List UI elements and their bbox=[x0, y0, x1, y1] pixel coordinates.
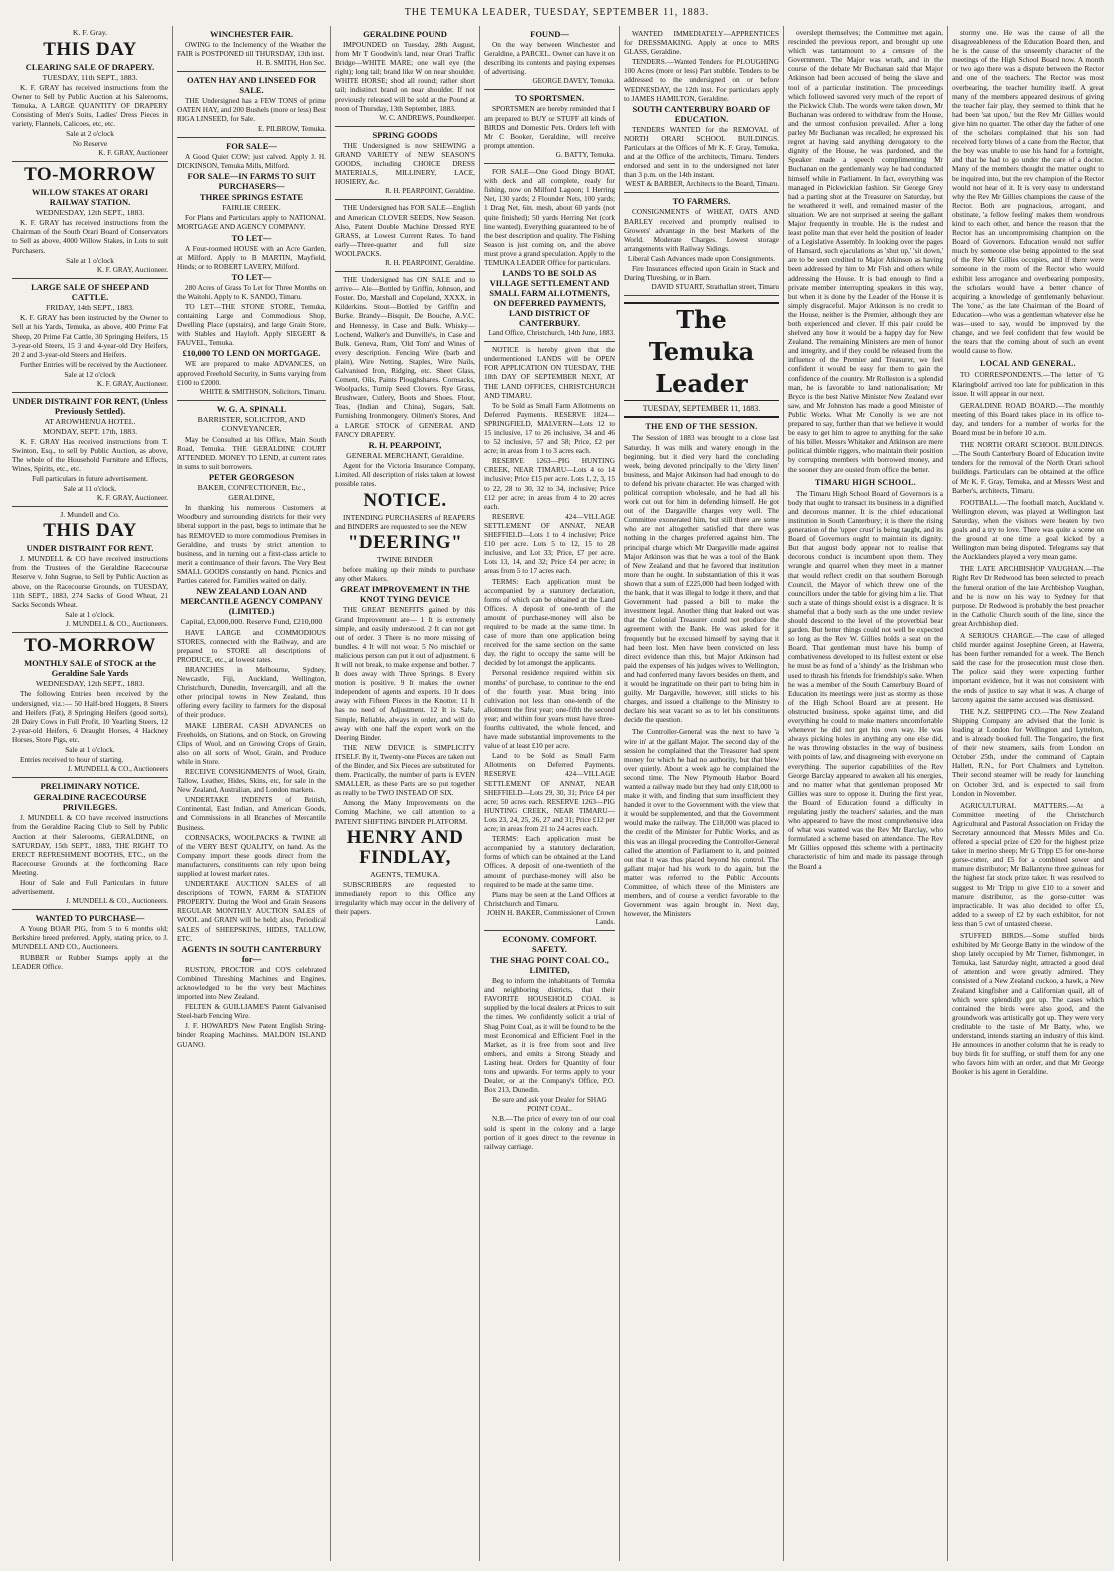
ad-heading: SPRING GOODS bbox=[372, 129, 438, 140]
ad-heading: THREE SPRINGS ESTATE bbox=[199, 191, 304, 202]
ad-heading: PETER GEORGESON bbox=[208, 472, 295, 483]
ad-text: Beg to inform the inhabitants of Temuka and neighboring districts, that their FAVORITE HOUSEHOLD COAL is supplied by the local dealers at Prices to suit the times. We confidently solicit a trial of Shag Point Coal, as it will be found to be the most Economical and Efficient Fuel in the Market, as it is free from soot and live embers, and emits a Strong Steady and Lasting heat. Orders for Quantity of four tons and upwards. For terms apply to your Dealer, or at the Company's Office, P.O. Box 213, Dunedin. bbox=[484, 976, 615, 1095]
ad-heading: R. H. PEARPOINT, bbox=[368, 439, 442, 450]
article-paragraph: The Timaru High School Board of Governors is a body that ought to transact its business in a dignified and decorous manner. It is the chief educational institution in South Canterbury; it is there the rising generation of the 'upper crust' is being taught, and its Board of Governors ought to maintain its dignity. But that august body appear not to realise that decorous conduct is incumbent upon them. They wrangle and quarrel when they meet in a manner that would reflect credit on that southern Borough Council, the Mayor of which threw one of the councillors under the table for giving him a lie. That such a state of things should exist is a disgrace. It is shameful that a body such as the one under review should descend to the level of the proverbial bear garden. But better things could not well be expected so long as the Rev W. Gillies holds a seat on the Board. That gentleman must have his bump of combativeness developed to its fullest extent or else he must be as fond of a 'shindy' as the Irishman who used to thrash his friends for friendship's sake. When he was a member of the South Canterbury Board of Education its meetings were just as stormy as those of the High School Board are at present. He obstructed business, spoke against time, and did everything he could to make matters uncomfortable whenever he did not get his own way. He was always picking holes in anything any one else did, he was throwing obstacles in the way of business with points of law, and disagreeing with everyone on everything. The superior capabilities of the Rev George Barclay appeared to awaken all his energies, and no matter what that gentleman proposed Mr Gillies was sure to oppose it. During the first year, the Board of Education found a difficulty in regulating justly the teachers' salaries, and the man who appeared to have the most comprehensive idea of what was wanted was the Rev Mr Barclay, who formulated a scheme based on attendance. The Rev Mr Gillies opposed this scheme with a pertinacity characteristic of him and made its passage through the Board a bbox=[788, 488, 943, 871]
column-2 bbox=[172, 26, 330, 1561]
ad-subheading: AGENTS, TEMUKA. bbox=[370, 869, 440, 879]
ad-signature: DAVID STUART, Strathallan street, Timaru bbox=[651, 283, 779, 292]
ad-headline: "DEERING" bbox=[347, 531, 463, 553]
ad-text: TENDERS WANTED for the REMOVAL of NORTH ORARI SCHOOL BUILDINGS. Particulars at the Offices of Mr K. F. Gray, Temuka, and at the Office of the architects, Timaru. Tenders endorsed and sent in to the undersigned not later than 3 p.m. on the 14th instant. bbox=[624, 124, 779, 180]
ad-signature: K. F. GRAY, Auctioneer. bbox=[96, 265, 168, 274]
ad-text: Fire Insurances effected upon Grain in Stack and During Threshing, or in Barn. bbox=[624, 263, 779, 283]
ad-text: K. F. GRAY Has received instructions from T. Swinton, Esq., to sell by Public Auction, as above, The whole of the Household Furniture and Effects, Wines, Spirits, etc., etc. bbox=[12, 437, 168, 474]
ad-signature: J. MUNDELL & CO., Auctioneers. bbox=[66, 897, 168, 906]
ad-advertiser: J. Mundell and Co. bbox=[60, 509, 120, 519]
ad-heading: W. G. A. SPINALL bbox=[216, 403, 287, 414]
ad-divider bbox=[12, 909, 168, 910]
ad-advertiser: K. F. Gray. bbox=[72, 28, 108, 37]
ad-heading: TO LET— bbox=[231, 271, 272, 282]
ad-text: UNDERTAKE AUCTION SALES of all descriptions of TOWN, FARM & STATION PROPERTY. During the Wool and Grain Seasons REGULAR MONTHLY AUCTION SALES of WOOL and GRAIN will be held; also, Periodical SALES of SHEEPSKINS, HIDES, TALLOW, ETC. bbox=[177, 879, 326, 943]
ad-text: On the way between Winchester and Geraldine, a PARCEL. Owner can have it on describing its contents and paying expenses of advertising. bbox=[484, 40, 615, 77]
ad-heading: £10,000 TO LEND ON MORTGAGE. bbox=[182, 348, 321, 359]
ad-heading: TO SPORTSMEN. bbox=[515, 93, 584, 104]
ad-divider bbox=[624, 295, 779, 296]
ad-text: RESERVE 424—VILLAGE SETTLEMENT OF ANNAT, NEAR SHEFFIELD—Lots 1 to 4 inclusive; Price £10 per acre. Lots 5 to 12, 15 to 28 inclusive, and Lot 33; Price, £7 per acre. Lots 13, 14, and 32; Price £4 per acre; in areas from 5 to 17 acres each. bbox=[484, 511, 615, 576]
ad-heading: UNDER DISTRAINT FOR RENT. bbox=[26, 543, 154, 554]
ad-divider bbox=[12, 392, 168, 393]
ad-heading: GREAT IMPROVEMENT IN THE KNOT TYING DEVICE bbox=[340, 584, 470, 605]
ad-text: WANTED IMMEDIATELY—APPRENTICES for DRESSMAKING. Apply at once to MRS GLASS, Geraldine. bbox=[624, 29, 779, 57]
ad-text: NOTICE is hereby given that the undermentioned LANDS will be OPEN FOR APPLICATION ON TUESDAY, THE 18th DAY OF SEPTEMBER NEXT, AT THE LAND OFFICES, CHRISTCHURCH AND TIMARU. bbox=[484, 345, 615, 400]
ad-text: WE are prepared to make ADVANCES, on approved Freehold Security, in Sums varying from £100 to £2000. bbox=[177, 359, 326, 387]
ad-subheading: BAKER, CONFECTIONER, Etc., GERALDINE, bbox=[197, 483, 306, 502]
ad-heading: UNDER DISTRAINT FOR RENT, (Unless Previously Settled). bbox=[12, 396, 168, 417]
column-3 bbox=[330, 26, 479, 1561]
ad-subheading: TWINE BINDER bbox=[376, 554, 434, 564]
ad-text: In thanking his numerous Customers at Woodbury and surrounding districts for their very liberal support in the past, begs to intimate that he has REMOVED to more commodious Premises in Geraldine, and trusts by strict attention to business, and in turning out a first-class article to merit a continuance of their favors. The Very Best SMALL GOODS constantly on hand. Picnics and Parties catered for. Families waited on daily. bbox=[177, 503, 326, 585]
ad-subheading: WEDNESDAY, 12th SEPT., 1883. bbox=[35, 678, 145, 688]
ad-heading: MONTHLY SALE of STOCK at the Geraldine Sale Yards bbox=[24, 657, 156, 678]
ad-signature: JOHN H. BAKER, Commissioner of Crown Lands. bbox=[487, 908, 615, 926]
column-1 bbox=[8, 26, 172, 1561]
ad-headline: TO-MORROW bbox=[24, 634, 156, 656]
ad-text: A Young BOAR PIG, from 5 to 6 months old; Berkshire breed preferred. Apply, stating price, to J. MUNDELL AND CO., Auctioneers. bbox=[12, 924, 168, 952]
ad-signature: Land Office, Christchurch, 14th June, 1883. bbox=[488, 329, 615, 338]
ad-signature: WEST & BARBER, Architects to the Board, Timaru. bbox=[625, 180, 779, 189]
article-paragraph: STUFFED BIRDS.—Some stuffed birds exhibited by Mr George Batty in the window of the shop lately occupied by Mr Turner, fishmonger, in Temuka, last Saturday night, attracted a good deal of attention and were greatly admired. They consisted of a New Zealand cuckoo, a hawk, a New Zealand kingfisher and a Californian quail, all of which were splendidly got up. The cases which contained the birds were also good, and the groundwork was artistically got up. They were very creditable to the taste of Mr Batty, who, we understand, intends starting an industry of this kind. He announces in another column that he is ready to buy birds fit for stuffing, or stuff them for any one who favors him with an order, and that Mr George Booker is his agent in Geraldine. bbox=[952, 931, 1104, 1077]
ad-line: Sale at 1 o'clock bbox=[66, 255, 114, 265]
article-paragraph: AGRICULTURAL MATTERS.—At a Committee meeting of the Christchurch Agricultural and Pastoral Association on Friday the Secretary announced that Messrs Miles and Co. offered a special prize of £20 for the highest prize taker in merino sheep; Mr G Tripp £5 for one-horse gorse-cutter, and £5 for a combined sower and manure distributor; Mr Ballantyne three guineas for the highest fat stock prize taker. It was resolved to suggest to Mr Tripp to give £10 to a sower and manure distributor, as the gorse-cutter was impracticable. It was also decided to offer £5, added to a sweep of £2 by each exhibitor, for not less than 5 cwt of untasted cheese. bbox=[952, 800, 1104, 928]
ad-heading: GERALDINE POUND bbox=[363, 29, 447, 39]
ad-text: A Four-roomed HOUSE with an Acre Garden, at Milford. Apply to B MARTIN, Mayfield, Hinds; or to ROBERT LAVERY, Milford. bbox=[177, 243, 326, 271]
ad-line: Sale at 1 o'clock. bbox=[65, 609, 115, 619]
ad-text: SUBSCRIBERS are requested to immediately report to this Office any irregularity which may occur in the delivery of their papers. bbox=[335, 880, 475, 917]
ad-text: BRANCHES in Melbourne, Sydney, Newcastle, Fiji, Auckland, Wellington, Christchurch, Dunedin, Invercargill, and all the other principal towns in New Zealand, thus offering every facility to farmers for the disposal of their produce. bbox=[177, 664, 326, 720]
column-5 bbox=[619, 26, 783, 1561]
ad-signature: R. H. PEARPOINT, Geraldine. bbox=[385, 187, 475, 196]
article-paragraph: The Session of 1883 was brought to a close last Saturday. It was milk and watery enough in the beginning, but it died very hard the concluding week, being devoted principally to the 'dirty linen' business, and Major Atkinson had had enough to do to defend his private character. He was charged with political corruption wholesale, and he had all his work cut out for him in defending himself. He got out of the Dargaville charges very well. The Committee exonerated him, but still there are some who are not altogether satisfied that there was nothing in the charges preferred against him. The principal charge which Mr Dargaville made against Major Atkinson was that he was a tool of the Bank of New Zealand and that he favored that institution more than he ought. In substantiation of this it was shown that a sum of £225,000 had been lodged with the bank, that it was illegal to lodge it there, and that Government had passed a bill to make the investment legal. Another thing that leaked out was that the Colonial Treasurer could not produce the agreement with the Bank. He was asked for it frequently but he excused himself by saying that it had been lost. Men have been convicted on less direct evidence than this, but Major Atkinson had paid the expenses of his judges wives to Wellington, and had conferred many favors besides on them, and it would be ingratitude on their part to bring him in guilty. Mr Dargaville, however, still sticks to his charges, and issued a challenge to the Ministry to declare his seat vacant so as to let his constituents decide the question. bbox=[624, 433, 779, 725]
article-heading: LOCAL AND GENERAL. bbox=[980, 359, 1076, 369]
ad-divider bbox=[12, 632, 168, 633]
ad-text: Personal residence required within six months' of purchase, to continue to the end of the fourth year. Must bring into cultivation not less than one-tenth of the allotment the first year; one-fifth the second year; and within four years must have three-fourths cultivated, the whole fenced, and have made substantial improvements to the value of at least £10 per acre. bbox=[484, 668, 615, 751]
ad-text: THE Undersigned is now SHEWING a GRAND VARIETY of NEW SEASON'S GOODS, including CHOICE DRESS MATERIALS, MILLINERY, LACE, HOSIERY, &c. bbox=[335, 140, 475, 187]
ad-heading: PRELIMINARY NOTICE. bbox=[40, 781, 140, 792]
ad-divider bbox=[484, 930, 615, 931]
article-paragraph: overslept themselves; the Committee met again, rescinded the previous report, and brought up one which was tantamount to a censure of the Government. The Major was wrath, and in the course of the debate Mr Buchanan said that Major Atkinson had been accused of being the slave and tool of a particular institution. The proceedings which followed savored very much of the report of the Pickwick Club. The words were taken down, Mr Buchanan was ordered to withdraw from the House, and the utmost confusion prevailed. After a long parley Mr Buchanan was recalled; he expressed his regret at having said anything derogatory to the dignity of the House, he was pardoned, and the Speaker made a speech complimenting Mr Buchanan on the gentlemanly way he had conducted himself while in Parliament. In fact, everything was managed in Pickwickian fashion. Sir George Grey had a parting shot at the Treasurer on Saturday, but he weathered it well, and remained master of the situation. We are not surprised at seeing the gallant Major frequently in trouble. He is the rudest and least polite man that ever held the position of leader of a Legislative Assembly. In looking over the pages of Hansard, such ejaculations as 'shut up,' 'sit down,' are to be seen credited to Major Atkinson as having been addressed by him to Mr Fish and others while addressing the House. It is bad enough to find a private member interrupting speakers in this way, but when it is done by the Leader of the House it is simply disgraceful. Major Atkinson is no credit to the House, neither is the Premier, although they are both experienced and clever. If this pair could be shelved any how it would be a happy day for New Zealand. The remaining Ministers are men of honor and integrity, and if they could be released from the influence of the Premier and Treasurer, we feel confident it would be easy for them to gain the confidence of the country. Mr Rolleston is a splendid man, he is favorable to land nationalisation; Mr Bryce is the best Native Minister New Zealand ever saw, and Mr Johnston has made a good Minister of Public Works. What Mr Conolly is we are not prepared to say, further than that we believe it would be easy to get him to agree to anything for the sake of his billet. Messrs Whitaker and Atkinson are mere political thimble riggers, who maintain their position by corrupting members with borrowed money, and the sooner they are ousted from office the better. bbox=[788, 28, 943, 474]
ad-divider bbox=[484, 89, 615, 90]
article-paragraph: The Controller-General was the next to have 'a wire in' at the gallant Major. The second day of the session he complained that the Treasurer had spent money for which he had no authority, but that blew over quietly. About a week ago he complained the second time. The New Plymouth Harbor Board wanted a railway made but they had only £18,000 to make it with, and finding that sum insufficient they handed it over to the Government with the view that it would be supplemented, and that the Government would make the railway. The £18,000 was placed to the credit of the Minister for Public Works, and as this was an illegal proceeding the Controller-General called the attention of Parliament to it, and pointed out that it was thus placed beyond his control. The gallant major had his work to do again, but the matter was referred to the Public Accounts Committee, of which three of the Ministers are members, and of course a verdict favorable to the Government was again brought in. Next day, however, the Ministers bbox=[624, 727, 779, 919]
ad-signature: WHITE & SMITHSON, Solicitors, Timaru. bbox=[199, 387, 326, 396]
ad-text: K. F. GRAY has received instructions from the Owner to Sell by Public Auction at his Salerooms, Temuka, A LARGE QUANTITY OF DRAPERY Consisting of Men's Suits, Ladies' Dress Pieces in variety, Flannels, Calicoes, etc, etc. bbox=[12, 83, 168, 129]
ad-signature: W. C. ANDREWS, Poundkeeper. bbox=[379, 113, 475, 122]
ad-heading: THE SHAG POINT COAL CO., LIMITED, bbox=[490, 955, 609, 976]
ad-line: Full particulars in future advertisement. bbox=[32, 474, 148, 484]
column-7 bbox=[947, 26, 1108, 1561]
article-paragraph: THE NORTH ORARI SCHOOL BUILDINGS.—The South Canterbury Board of Education invite tenders for the removal of the North Orari school buildings. Particulars can be obtained at the office of Mr K. F. Gray, Temuka, and at Messrs West and Barber's, architects, Timaru. bbox=[952, 440, 1104, 495]
ad-text: UNDERTAKE INDENTS of British, Continental, East Indian, and American Goods, and Commissions in all Branches of Mercantile Business. bbox=[177, 795, 326, 832]
ad-text: TO LET—THE STONE STORE, Temuka, containing Large and Commodious Shop, Dwelling Place (upstairs), and large Grain Store, with Stables and Hayloft. Apply SIEGERT & FAUVEL, Temuka. bbox=[177, 302, 326, 348]
columns bbox=[8, 26, 1108, 1561]
ad-text: CORNSACKS, WOOLPACKS & TWINE all of the VERY BEST QUALITY, on hand. As the Company import these goods direct from the manufacturers, constituents can rely upon being supplied at lowest market rates. bbox=[177, 832, 326, 878]
article-heading: TIMARU HIGH SCHOOL. bbox=[814, 477, 917, 487]
ad-text: THE GREAT BENEFITS gained by this Grand Improvement are— 1 It is extremely simple, and easily understood. 2 It can not get out of order. 3 There is no more missing of bundles. 4 It will not wear. 5 No mischief or malicious person can put it out of adjustment. 6 It will not break, to make expense and bother. 7 It does away with Three Springs. 8 Every motion is positive. 9 It makes the owner independent of agents and experts. 10 It does away with Fifteen Pieces in the Knotter. 11 It has no need of Adjustment. 12 It is Safe, Simple, Reliable, always in order, and will do away with one half the expert work on the Deering Binder. bbox=[335, 605, 475, 742]
page-masthead: THE TEMUKA LEADER, TUESDAY, SEPTEMBER 11, 1883. bbox=[404, 7, 710, 18]
ad-line: No Reserve bbox=[72, 138, 108, 148]
ad-text: RUSTON, PROCTOR and CO'S celebrated Combined Threshing Machines and Engines, acknowledged to be the very best Machines imported into New Zealand. bbox=[177, 964, 326, 1002]
ad-divider bbox=[12, 278, 168, 279]
ad-heading: FOR SALE—IN FARMS TO SUIT PURCHASERS— bbox=[187, 170, 316, 191]
ad-subheading: Capital, £3,000,000. Reserve Fund, £210,000 bbox=[180, 617, 323, 627]
ad-text: TERMS: Each application must be accompanied by a statutory declaration, forms of which can be obtained at the Land Offices. A deposit of one-tenth of the amount of purchase-money will also be required to be made at the same time. In case of more than one application being received for the same section on the same day, the right to occupy the same will be decided by lot amongst the applicants. bbox=[484, 576, 615, 668]
ad-text: To be Sold as Small Farm Allotments on Deferred Payments. RESERVE 1824—SPRINGFIELD, MALVERN—Lots 12 to 15 inclusive, 17 to 26 inclusive, 34 and 46 to 52 inclusive, 57 and 58; Price, £2 per acre; in areas from 1 to 3 acres each. bbox=[484, 400, 615, 456]
ad-line: Sale at 11 o'clock. bbox=[63, 483, 117, 493]
ad-text: RESERVE 1263—PIG HUNTING CREEK, NEAR TIMARU—Lots 4 to 14 inclusive; Price £15 per acre. Lots 1, 2, 3, 15 to 22, 28 to 30, 32 to 34, inclusive; Price £12 per acre; in areas from 4 to 20 acres each. bbox=[484, 456, 615, 511]
ad-heading: ECONOMY. COMFORT. SAFETY. bbox=[502, 934, 597, 955]
ad-text: K. F. GRAY has been instructed by the Owner to Sell at his Yards, Temuka, as above, 400 Prime Fat Sheep, 20 Prime Fat Cattle, 30 Springing Heifers, 15 3-year-old Steers, 15 3 and 4-year-old Dry Heifers, 20 2 and 3-year-old Steers and Heifers. bbox=[12, 313, 168, 359]
column-6 bbox=[783, 26, 947, 1561]
ad-text: SPORTSMEN are hereby reminded that I am prepared to BUY or STUFF all kinds of BIRDS and Domestic Pets. Orders left with Mr C Booker, Geraldine, will receive prompt attention. bbox=[484, 104, 615, 150]
ad-headline: THIS DAY bbox=[43, 520, 137, 542]
ad-heading: LANDS TO BE SOLD AS VILLAGE SETTLEMENT AND SMALL FARM ALLOTMENTS, ON DEFERRED PAYMENTS, LAND DISTRICT OF CANTERBURY. bbox=[489, 268, 610, 329]
ad-heading: LARGE SALE OF SHEEP AND CATTLE. bbox=[31, 281, 149, 302]
ad-text: THE Undersigned has ON SALE and to arrive— Ale—Bottled by Griffin, Johnson, and Foster. Do, Marshall and Copeland, XXXX, in Kilderkins. Stout—Bottled by Griffin and Burke. Brandy—Bisquit, De Bouche, A.V.C. and Hennessy, in Case and Bulk. Whisky—Lochend, Walker's and Dunville's, in Case and Bulk. Geneva, Rum, 'Old Tom' and Wines of every description. Fencing Wire (barb and plain), Wire Netting. Staples, Wire Nails, Galvanised Iron, Ridging, etc. Sheet Glass, Cement, Oils, Paints Ploughshares. Cornsacks, Woolpacks, Turnip Seed Clovers. Rye Grass, Brushware, Cutlery, Boots and Shoes. Flour, Teas, (Indian and China), Sugars, Salt. Furnishing Ironmongery. Oilmen's Stores, And a LARGE STOCK of GENERAL AND FANCY DRAPERY. bbox=[335, 275, 475, 439]
ad-signature: J. MUNDELL & CO., Auctioneers. bbox=[66, 619, 168, 628]
ad-heading: WINCHESTER FAIR. bbox=[210, 29, 293, 39]
ad-text: Agent for the Victoria Insurance Company, Limited. All description of risks taken at lowest possible rates. bbox=[335, 461, 475, 489]
ad-text: FOR SALE—One Good Dingy BOAT, with deck and all complete, ready for fishing, now on Milford Lagoon; 1 Herring Net, 130 yards; 2 Flounder Nets, 100 yards; 1 Drag Net, 6in. mesh, about 60 yards (not quite finished); 50 yards Herring Net (cork line wanted). Everything guaranteed to be of the best description and quality. The Fishing Season is just coming on, and the above must prove a grand speculation. Apply to the TEMUKA LEADER Office for particulars. bbox=[484, 167, 615, 267]
ad-subheading: FRIDAY, 14th SEPT., 1883. bbox=[45, 302, 135, 312]
issue-date: TUESDAY, SEPTEMBER 11, 1883. bbox=[624, 403, 779, 418]
ad-signature: K. F. GRAY, Auctioneer. bbox=[96, 379, 168, 388]
article-paragraph: THE LATE ARCHBISHOP VAUGHAN.—The Right Rev Dr Redwood has been selected to preach the funeral oration of the late Archbishop Vaughan, and he is now on his way to Sydney for that purpose. Dr Redwood is probably the best preacher in the Catholic Church south of the line, since the great Archbishop died. bbox=[952, 564, 1104, 628]
article-paragraph: A SERIOUS CHARGE.—The case of alleged child murder against Josephine Green, at Hawera, has been further remanded for a week. The Bench said the case for the prosecution must close then. The police said they were expecting further important evidence, but it was not consistent with the ends of justice to say what it was. A charge of larceny against the same accused was dismissed. bbox=[952, 631, 1104, 704]
article-paragraph: FOOTBALL.—The football match, Auckland v. Wellington eleven, was played at Wellington last Saturday, when the visitors were beaten by two goals and a try to love. There was quite a scene on the ground at one time a goal kicked by a Wellington man being disputed. Telegrams say that the Aucklanders played a very mean game. bbox=[952, 497, 1104, 562]
ad-headline: NOTICE. bbox=[363, 489, 447, 511]
ad-divider bbox=[335, 126, 475, 127]
ad-divider bbox=[624, 192, 779, 193]
ad-headline: TO-MORROW bbox=[24, 163, 156, 185]
ad-headline: THIS DAY bbox=[43, 38, 137, 60]
ad-headline: HENRY AND FINDLAY, bbox=[346, 826, 464, 868]
ad-text: For Plans and Particulars apply to NATIONAL MORTGAGE AND AGENCY COMPANY. bbox=[177, 213, 326, 232]
ad-text: IMPOUNDED on Tuesday, 28th August, from Mr T Goodwin's land, near Orari Traffic Bridge—WHITE MARE; one wall eye (the right); long tail; brand like W on near shoulder. WHITE HORSE; shod all round; rather short tail; indistinct brand on near shoulder. If not previously released will be sold at the Pound at noon of Thursday, 13th September, 1883. bbox=[335, 40, 475, 113]
ad-subheading: AT AROWHENUA HOTEL. bbox=[44, 417, 136, 427]
ad-line: Sale at 1 o'clock. bbox=[65, 745, 115, 755]
ad-signature: G. BATTY, Temuka. bbox=[555, 150, 615, 159]
ad-heading: TO FARMERS. bbox=[672, 196, 731, 207]
ad-text: Further Entries will be received by the Auctioneer. bbox=[20, 359, 168, 369]
ad-divider bbox=[12, 777, 168, 778]
ad-text: TENDERS.—Wanted Tenders for PLOUGHING 100 Acres (more or less) Part stubble. Tenders to be addressed to the undersigned on or before WEDNESDAY, the 12th inst. For particulars apply to JAMES HAMILTON, Geraldine. bbox=[624, 57, 779, 103]
ad-heading: CLEARING SALE OF DRAPERY. bbox=[25, 61, 155, 72]
ad-text: before making up their minds to purchase any other Makers. bbox=[335, 565, 475, 584]
ad-text: J. MUNDELL & CO have received instructions from the Geraldine Racing Club to Sell by Public Auction at their Salerooms, GERALDINE, on SATURDAY, 15th SEPT., 1883, THE RIGHT TO ERECT REFRESHMENT BOOTHS, ETC., on the Racecourse Grounds at the forthcoming Race Meeting. bbox=[12, 813, 168, 877]
ad-text: K. F. GRAY has received instructions from the Chairman of the South Orari Board of Conservators to Sell as above, 4000 Willow Stakes, in Lots to suit Purchasers. bbox=[12, 218, 168, 255]
ad-subheading: TUESDAY, 11th SEPT., 1883. bbox=[42, 72, 138, 82]
ad-signature: H. B. SMITH, Hon Sec. bbox=[256, 59, 326, 68]
ad-text: J. MUNDELL & CO have received instructions from the Trustees of the Geraldine Racecourse Reserve v. John Sugrue, to Sell by Public Auction as above, on the Racecourse Grounds, on TUESDAY, 11th SEPT., 1883, 274 Sacks of Good Wheat, 21 Sacks Seconds Wheat. bbox=[12, 554, 168, 609]
ad-text: N.B.—The price of every ton of our coal sold is spent in the colony and a large portion of it goes direct to the revenue in railway carriage. bbox=[484, 1114, 615, 1151]
ad-divider bbox=[12, 506, 168, 507]
ad-signature: K. F. GRAY, Auctioneer. bbox=[96, 493, 168, 502]
ad-signature: J. MUNDELL & CO., Auctioneers bbox=[67, 765, 168, 774]
ad-text: CONSIGNMENTS of WHEAT, OATS AND BARLEY received and promptly realised to Growers' advantage in the best Markets of the World. Moderate Charges. Lowest storage arrangements with Railway Sidings. bbox=[624, 207, 779, 253]
article-paragraph: GERALDINE ROAD BOARD.—The monthly meeting of this Board takes place in its office to-day, and tenders for a number of works for the Board must be in before 10 a.m. bbox=[952, 400, 1104, 438]
ad-divider bbox=[177, 71, 326, 72]
ad-signature: K. F. GRAY, Auctioneer bbox=[98, 148, 168, 157]
ad-text: J. F. HOWARD'S New Patent English String-binder Reaping Machines. MALDON ISLAND GUANO. bbox=[177, 1021, 326, 1049]
ad-text: RECEIVE CONSIGNMENTS of Wool, Grain, Tallow, Leather, Hides, Skins, etc, for sale in the New Zealand, Australian, and London markets. bbox=[177, 766, 326, 795]
ad-heading: FOR SALE— bbox=[226, 140, 277, 151]
ad-divider bbox=[12, 161, 168, 162]
article-heading: THE END OF THE SESSION. bbox=[645, 422, 758, 432]
ad-divider bbox=[335, 199, 475, 200]
ad-divider bbox=[335, 271, 475, 272]
ad-line: Sale at 2 o'clock bbox=[66, 129, 114, 139]
ad-text: Hour of Sale and Full Particulars in future advertisement. bbox=[12, 877, 168, 897]
article-paragraph: stormy one. He was the cause of all the disagreeableness of the Education Board then, and he is the cause of the unseemly character of the meetings of the High School Board now. A month or two ago there was a dispute between the Rector and one of the teachers. The Rector was most overbearing, the teacher humility itself. A great many of the members appeared desirous of giving the teacher fair play, they seemed to think that he had been 'sat upon,' but the Rev Mr Gillies would give him no quarter. The other day the father of one of the scholars complained that his son had received forty blows of a cane from the Rector, that the boy was unable to use his hand for a fortnight, and that he had to go under the care of a doctor. Many of the members thought the matter ought to be inquired into, but the rev champion of the Rector would not hear of it. It is very easy to understand why the Rev Mr Gillies champions the cause of the Rector. Both are pugnacious, arrogant, and obstinate, 'a fellow feeling' makes them wondrous kind to each other, and hence the reason that the Rector has an uncompromising champion on the Board of Governors. Education would not suffer much by someone else being appointed to the seat of the Rev Mr Gillies occupies, and if there were someone in the room of the Rector who would exhibit less arrogance and overbearing pomposity, the scholars would have a better chance of acquiring a knowledge of gentlemanly behaviour. The 'tone,' as the late Chairman of the Board of Education—who was a gentleman whatever else he was—used to say, would be improved by the change, and we feel confident that few would be the tears that the coming about of such an event would cause to flow. bbox=[952, 28, 1104, 356]
ad-subheading: MONDAY, SEPT. 17th, 1883. bbox=[42, 426, 138, 436]
ad-line: Be sure and ask your Dealer for SHAG POINT COAL. bbox=[492, 1095, 607, 1114]
ad-signature: E. PILBROW, Temuka. bbox=[258, 124, 326, 133]
ad-heading: GERALDINE RACECOURSE PRIVILEGES. bbox=[33, 792, 147, 813]
ad-text: FELTEN & GUILLIAME'S Patent Galvanised Steel-barb Fencing Wire. bbox=[177, 1002, 326, 1021]
ad-text: Land to be Sold as Small Farm Allotments on Deferred Payments. RESERVE 424—VILLAGE SETTLEMENT OF ANNAT, NEAR SHEFFIELD—Lots 29, 30, 31; Price £4 per acre; 50 acres each. RESERVE 1263—PIG HUNTING CREEK, NEAR TIMARU—Lots 23, 24, 25, 26, 27 and 31; Price £12 per acre; in areas from 21 to 24 acres each. bbox=[484, 751, 615, 834]
ad-text: THE NEW DEVICE is SIMPLICITY ITSELF. By it, Twenty-one Pieces are taken out of the Binder, and Six Pieces are substituted for them. Practically, the number of parts is EVEN SMALLER, as these Parts are so put together as really to be TWO INSTEAD OF SIX. bbox=[335, 742, 475, 798]
ad-text: 280 Acres of Grass To Let for Three Months on the Waitohi. Apply to K. SANDO, Timaru. bbox=[177, 282, 326, 301]
ad-heading: WILLOW STAKES AT ORARI RAILWAY STATION. bbox=[31, 186, 149, 207]
ad-heading: WANTED TO PURCHASE— bbox=[35, 913, 145, 924]
ad-text: Among the Many Improvements on the Coming Machine, we call attention to a PATENT SHIFTING BINDER PLATFORM. bbox=[335, 798, 475, 826]
ad-heading: AGENTS IN SOUTH CANTERBURY for— bbox=[181, 943, 322, 964]
ad-heading: SOUTH CANTERBURY BOARD OF EDUCATION. bbox=[632, 103, 771, 124]
ad-signature: R. H. PEARPOINT, Geraldine. bbox=[385, 258, 475, 267]
ad-heading: TO LET— bbox=[231, 232, 272, 243]
ad-subheading: FAIRLIE CREEK. bbox=[222, 202, 281, 212]
ad-heading: FOUND— bbox=[530, 29, 569, 39]
ad-text: A Good Quiet COW; just calved. Apply J. H. DICKINSON, Temuka Mills, Milford. bbox=[177, 151, 326, 170]
ad-text: RUBBER or Rubber Stamps apply at the LEADER Office. bbox=[12, 952, 168, 971]
ad-text: OWING to the Inclemency of the Weather the FAIR is POSTPONED till THURSDAY, 13th inst. bbox=[177, 40, 326, 59]
ad-text: HAVE LARGE and COMMODIOUS STORES, connected with the Railway, and are prepared to STORE all descriptions of PRODUCE, etc., at lowest rates. bbox=[177, 627, 326, 664]
ad-subheading: BARRISTER, SOLICITOR, AND CONVEYANCER, bbox=[197, 414, 306, 434]
ad-heading: NEW ZEALAND LOAN AND MERCANTILE AGENCY COMPANY (LIMITED.) bbox=[180, 586, 323, 617]
ad-divider bbox=[484, 341, 615, 342]
ad-text: THE Undersigned has a FEW TONS of prime OATEN HAY, and 200 Bushels (more or less) Best RIGA LINSEED, for Sale. bbox=[177, 96, 326, 124]
ad-text: TERMS: Each application must be accompanied by a statutory declaration, forms of which can be obtained at the Land Offices. A deposit of one-twentieth of the amount of purchase-money will also be required to be made at the same time. bbox=[484, 834, 615, 889]
ad-subheading: WEDNESDAY, 12th SEPT., 1883. bbox=[35, 207, 145, 217]
ad-text: MAKE LIBERAL CASH ADVANCES on Freeholds, on Stations, and on Stock, on Growing Clips of Wool, and on Growing Crops of Grain, also on all sorts of Wool, Grain, and Produce while in Store. bbox=[177, 720, 326, 766]
ad-divider bbox=[177, 400, 326, 401]
ad-text: Plans may be seen at the Land Offices at Christchurch and Timaru. bbox=[484, 889, 615, 908]
ad-text: Entries received to hour of starting. bbox=[20, 755, 124, 765]
newspaper-title: The Temuka Leader bbox=[624, 302, 779, 401]
ad-divider bbox=[177, 137, 326, 138]
ad-line: Sale at 12 o'clock bbox=[64, 369, 116, 379]
ad-divider bbox=[484, 163, 615, 164]
ad-text: INTENDING PURCHASERS of REAPERS and BINDERS are requested to see the NEW bbox=[335, 512, 475, 531]
article-paragraph: THE N.Z. SHIPPING CO.—The New Zealand Shipping Company are advised that the Ionic is loading at London for Wellington and Lyttelton, and is already booked full. The Tongariro, the first of their new steamers, sails from London on October 25th, under the command of Captain Hallett, R.N., for Port Chalmers and Lyttelton. Their second steamer will be ready for launching on October 3rd, and is expected to sail from London in November. bbox=[952, 706, 1104, 798]
ad-text: The following Entries been received by the undersigned, viz.:— 50 Half-bred Hoggets, 8 Steers and Heifers (Fat), 8 Springing Heifers (good sorts), 28 Dairy Cows in Full Profit, 10 Yearling Steers, 12 2-year-old Heifers, 6 Draught Horses, 4 Hackney Horses, Store Pigs, etc. bbox=[12, 689, 168, 744]
ad-subheading: GENERAL MERCHANT, Geraldine. bbox=[346, 450, 464, 460]
column-4 bbox=[479, 26, 619, 1561]
ad-heading: OATEN HAY AND LINSEED FOR SALE. bbox=[186, 75, 317, 96]
ad-signature: GEORGE DAVEY, Temuka. bbox=[532, 77, 615, 86]
ad-line: Liberal Cash Advances made upon Consignments. bbox=[627, 253, 776, 263]
ad-text: THE Undersigned has FOR SALE—English and American CLOVER SEEDS, New Season. Also, Patent Double Machine Dressed RYE GRASS, at Lowest Current Rates. To hand early—Three-quarter and full size WOOLPACKS. bbox=[335, 203, 475, 258]
article-paragraph: TO CORRESPONDENTS.—The letter of 'G Klaringbold' arrived too late for publication in this issue. It will appear in our next. bbox=[952, 370, 1104, 398]
ad-text: May be Consulted at his Office, Main South Road, Temuka. THE GERALDINE COURT ATTENDED. MONEY TO LEND, at current rates in sums to suit borrowers. bbox=[177, 434, 326, 472]
